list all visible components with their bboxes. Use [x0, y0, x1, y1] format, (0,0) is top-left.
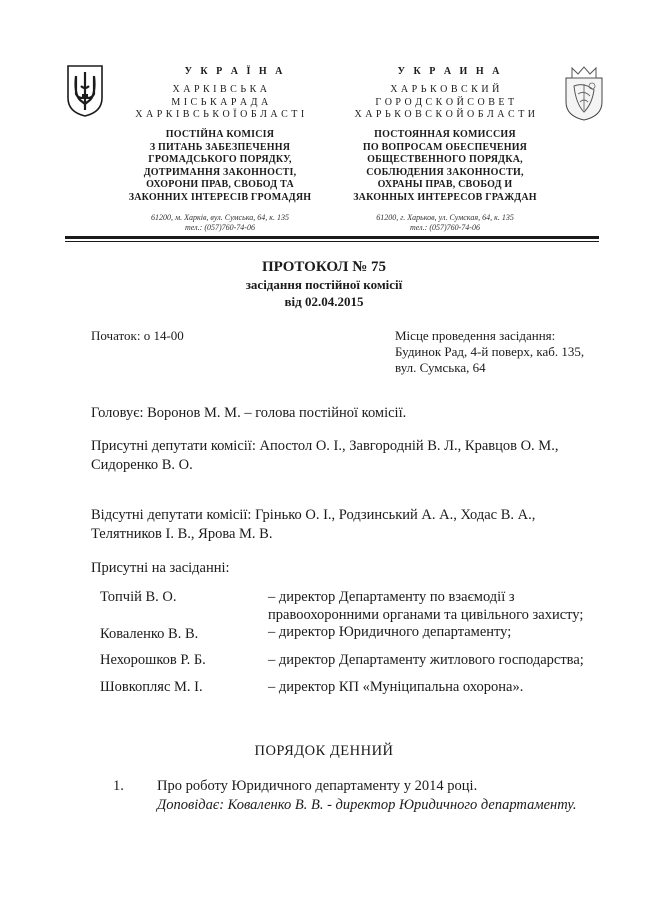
attendee-name: Шовкопляс М. І. — [100, 679, 203, 695]
present-deputies-line2: Сидоренко В. О. — [91, 457, 193, 473]
header-left-org-line1: Х А Р К І В С Ь К А — [172, 84, 268, 95]
header-right-org — [340, 84, 550, 122]
agenda-item-number: 1. — [113, 778, 124, 794]
header-left-commission — [120, 129, 320, 204]
header-left-contacts — [120, 213, 320, 233]
header-left-org-line2: М І С Ь К А Р А Д А — [171, 96, 269, 108]
header-right-country: У К Р А И Н А — [397, 66, 503, 77]
header-right-commission-line: ОБЩЕСТВЕННОГО ПОРЯДКА, — [367, 154, 523, 165]
agenda-item-speaker: Доповідає: Коваленко В. В. - директор Юридичного департаменту. — [157, 797, 577, 813]
header-left-address: 61200, м. Харків, вул. Сумська, 64, к. 135 — [151, 213, 289, 222]
header-left-org — [120, 84, 320, 122]
header-left-commission-line: ПОСТІЙНА КОМІСІЯ — [165, 129, 275, 140]
header-right-org-line3: Х А Р Ь К О В С К О Й О Б Л А С Т И — [354, 109, 536, 120]
header-right-commission-line: ОХРАНЫ ПРАВ, СВОБОД И — [377, 179, 513, 190]
agenda-item-text: Про роботу Юридичного департаменту у 2014 році. — [157, 778, 478, 794]
meeting-venue — [395, 328, 584, 376]
agenda-heading: ПОРЯДОК ДЕННИЙ — [254, 743, 394, 759]
header-right-org-line2: Г О Р О Д С К О Й С О В Е Т — [375, 96, 515, 108]
attendee-role: – директор Юридичного департаменту; — [268, 624, 512, 640]
attendee-role: – директор Департаменту житлового господарства; — [268, 652, 584, 668]
ukraine-trident-emblem — [66, 64, 104, 118]
header-left-commission-line: ОХОРОНИ ПРАВ, СВОБОД ТА — [146, 179, 294, 190]
venue-line: вул. Сумська, 64 — [395, 360, 486, 375]
protocol-subtitle: засідання постійної комісії — [245, 277, 403, 292]
header-right-commission-line: ПОСТОЯННАЯ КОМИССИЯ — [374, 129, 516, 140]
header-right-address: 61200, г. Харьков, ул. Сумская, 64, к. 135 — [376, 213, 514, 222]
chair-line: Головує: Воронов М. М. – голова постійної комісії. — [91, 405, 407, 421]
header-right-commission-line: ПО ВОПРОСАМ ОБЕСПЕЧЕНИЯ — [362, 141, 528, 153]
header-right-org-line1: Х А Р Ь К О В С К И Й — [390, 84, 500, 95]
attendees-heading: Присутні на засіданні: — [91, 560, 230, 576]
attendee-role: – директор Департаменту по взаємодії з — [268, 589, 515, 605]
header-right-commission-line: ЗАКОННЫХ ИНТЕРЕСОВ ГРАЖДАН — [353, 191, 537, 203]
venue-line: Будинок Рад, 4-й поверх, каб. 135, — [395, 344, 585, 359]
absent-deputies-line2: Телятников І. В., Ярова М. В. — [91, 526, 273, 542]
protocol-date: від 02.04.2015 — [284, 294, 364, 309]
header-left-org-line3: Х А Р К І В С Ь К О Ї О Б Л А С Т І — [135, 109, 305, 120]
kharkiv-city-emblem — [562, 64, 606, 122]
attendee-role: – директор КП «Муніципальна охорона». — [268, 679, 524, 695]
attendee-role-continued: правоохоронними органами та цивільного захисту; — [268, 607, 584, 623]
header-right-phone: тел.: (057)760-74-06 — [410, 223, 480, 232]
header-left-commission-line: ЗАКОННИХ ІНТЕРЕСІВ ГРОМАДЯН — [128, 191, 312, 203]
header-right-commission-line: СОБЛЮДЕНИЯ ЗАКОННОСТИ, — [366, 166, 524, 178]
protocol-title: ПРОТОКОЛ № 75 — [261, 259, 387, 275]
header-right-contacts — [340, 213, 550, 233]
attendee-name: Коваленко В. В. — [100, 626, 199, 642]
present-deputies-line1: Присутні депутати комісії: Апостол О. І., Завгородній В. Л., Кравцов О. М., — [91, 438, 559, 454]
header-left-country: У К Р А Ї Н А — [184, 66, 286, 77]
header-left-commission-line: З ПИТАНЬ ЗАБЕЗПЕЧЕННЯ — [149, 141, 291, 153]
attendee-name: Нехорошков Р. Б. — [100, 652, 206, 668]
header-divider-thin — [65, 241, 599, 242]
attendee-name: Топчій В. О. — [100, 589, 177, 605]
header-right-commission — [340, 129, 550, 204]
header-divider-thick — [65, 236, 599, 239]
header-left-commission-line: ГРОМАДСЬКОГО ПОРЯДКУ, — [148, 154, 292, 165]
venue-line: Місце проведення засідання: — [395, 328, 556, 343]
header-left-phone: тел.: (057)760-74-06 — [185, 223, 255, 232]
header-left-commission-line: ДОТРИМАННЯ ЗАКОННОСТІ, — [143, 166, 297, 178]
absent-deputies-line1: Відсутні депутати комісії: Грінько О. І., Родзинський А. А., Ходас В. А., — [91, 507, 536, 523]
meeting-start-time: Початок: о 14-00 — [91, 328, 184, 343]
